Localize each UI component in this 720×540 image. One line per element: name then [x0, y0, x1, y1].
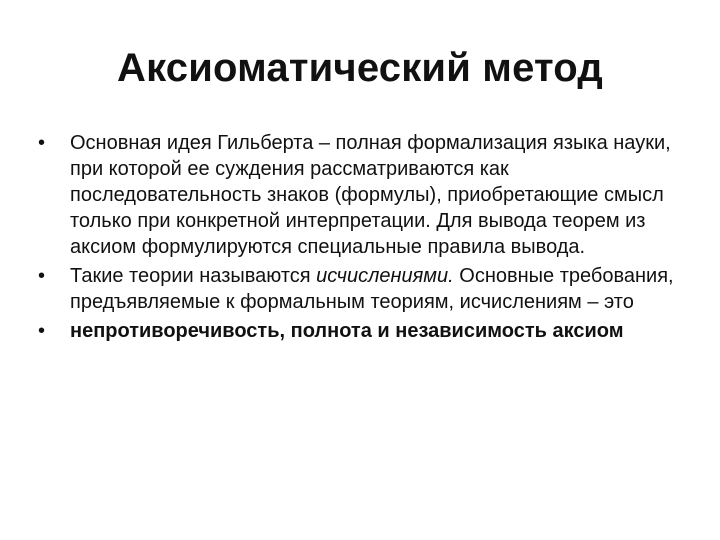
bullet-icon: •: [38, 132, 46, 154]
bullet-text-bold: непротиворечивость, полнота и независимость аксиом: [70, 320, 624, 342]
bullet-text-plain: Такие теории называются: [70, 265, 317, 287]
slide-title: Аксиоматический метод: [117, 46, 603, 90]
bullet-text: Основная идея Гильберта – полная формализация языка науки, при которой ее суждения рассматриваются как последовательность знаков (формулы), приобретающие смысл только при конкретной интерпретации. Для вывода теорем из аксиом формулируются специальные правила вывода.: [70, 132, 671, 258]
bullet-icon: •: [38, 320, 46, 342]
bullet-list: [38, 130, 698, 347]
bullet-item: [38, 130, 698, 260]
bullet-icon: •: [38, 265, 46, 287]
bullet-item: [38, 318, 698, 344]
bullet-item: [38, 263, 698, 315]
bullet-text-italic-term: исчислениями.: [316, 265, 454, 287]
bullet-text-plain: Основные требования, предъявляемые к формальным теориям, исчислениям – это: [70, 265, 674, 313]
